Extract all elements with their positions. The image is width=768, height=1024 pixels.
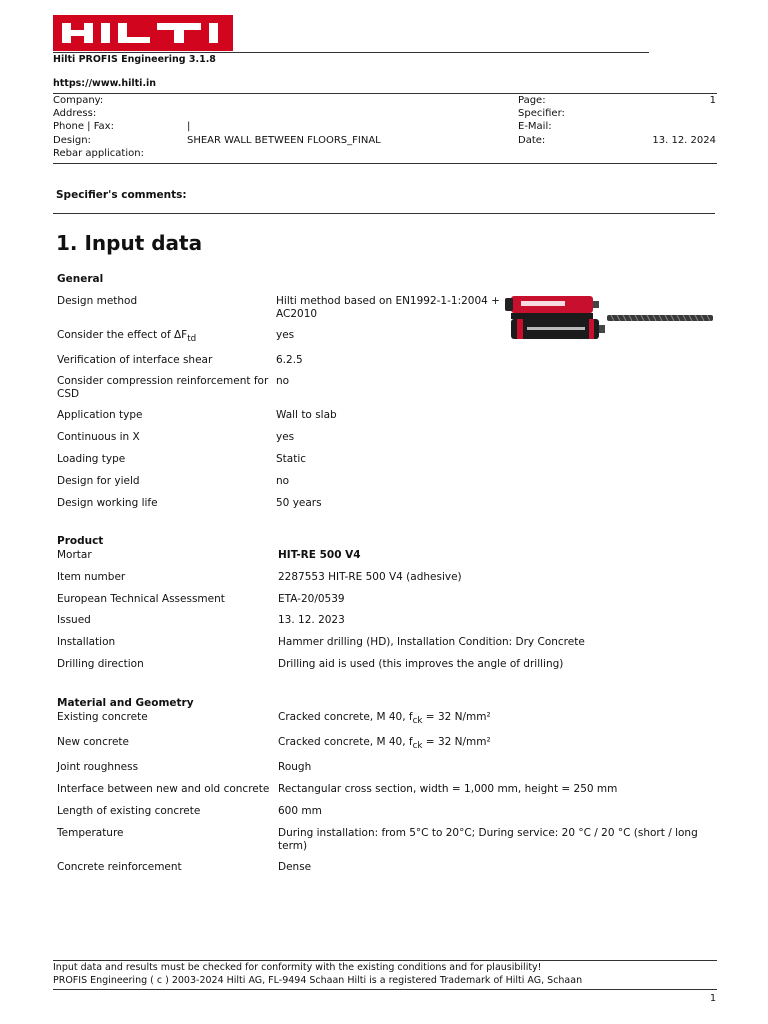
- row-label: Item number: [57, 571, 126, 583]
- row-label: Installation: [57, 636, 116, 648]
- page-value: 1: [709, 95, 716, 106]
- specifier-label: Specifier:: [518, 108, 565, 119]
- company-label: Company:: [53, 95, 104, 106]
- footer-divider-bottom: [53, 989, 717, 990]
- header-divider: [53, 52, 649, 53]
- row-label: Length of existing concrete: [57, 805, 201, 817]
- row-label: New concrete: [57, 736, 129, 748]
- row-label: Continuous in X: [57, 431, 140, 443]
- row-value: yes: [276, 431, 295, 443]
- footer-disclaimer: Input data and results must be checked for conformity with the existing conditions and for plausibility!: [53, 962, 542, 973]
- comments-divider: [53, 213, 715, 214]
- row-label: Loading type: [57, 453, 126, 465]
- section-title: 1. Input data: [56, 231, 203, 255]
- phone-label: Phone | Fax:: [53, 121, 114, 132]
- date-value: 13. 12. 2024: [652, 135, 716, 146]
- row-label: Application type: [57, 409, 143, 421]
- row-value: Rectangular cross section, width = 1,000 mm, height = 250 mm: [278, 783, 618, 795]
- value-subscript: ck: [412, 741, 423, 752]
- row-label: Joint roughness: [57, 761, 139, 773]
- row-value: Static: [276, 453, 307, 465]
- website-link[interactable]: https://www.hilti.in: [53, 78, 157, 89]
- date-label: Date:: [518, 135, 546, 146]
- row-label: Verification of interface shear: [57, 354, 213, 366]
- row-label: Design working life: [57, 497, 158, 509]
- adhesive-cartridge-and-rebar-icon: [497, 292, 717, 344]
- row-label: Issued: [57, 614, 91, 626]
- row-label: Design for yield: [57, 475, 140, 487]
- hilti-logo: [53, 15, 233, 51]
- row-label: Interface between new and old concrete: [57, 783, 270, 795]
- phone-value: |: [187, 121, 191, 132]
- footer-copyright: PROFIS Engineering ( c ) 2003-2024 Hilti AG, FL-9494 Schaan Hilti is a registered Trademark of Hilti AG, Schaan: [53, 975, 583, 986]
- row-value: 50 years: [276, 497, 322, 509]
- row-label: [57, 329, 272, 346]
- value-text-end: = 32 N/mm²: [422, 711, 491, 723]
- row-value: ETA-20/0539: [278, 593, 345, 605]
- document-header-table: [53, 93, 717, 164]
- row-label: Concrete reinforcement: [57, 861, 182, 873]
- row-label: Consider compression reinforcement for CSD: [57, 375, 269, 400]
- row-value: Dense: [278, 861, 312, 873]
- row-value: 6.2.5: [276, 354, 303, 366]
- address-label: Address:: [53, 108, 97, 119]
- value-text: Cracked concrete, M 40, f: [278, 736, 413, 748]
- row-value: Drilling aid is used (this improves the angle of drilling): [278, 658, 564, 670]
- row-label: Mortar: [57, 549, 92, 561]
- row-value: During installation: from 5°C to 20°C; During service: 20 °C / 20 °C (short / long term): [278, 827, 698, 852]
- row-value: no: [276, 375, 290, 387]
- design-label: Design:: [53, 135, 91, 146]
- row-label: Existing concrete: [57, 711, 148, 723]
- row-value: [278, 711, 491, 728]
- product-heading: Product: [57, 535, 104, 547]
- row-value: Wall to slab: [276, 409, 337, 421]
- row-value: [278, 736, 491, 753]
- row-value: 600 mm: [278, 805, 322, 817]
- row-value: 2287553 HIT-RE 500 V4 (adhesive): [278, 571, 462, 583]
- row-label-text: Consider the effect of ΔF: [57, 329, 188, 341]
- footer-divider-top: [53, 960, 717, 961]
- app-name: Hilti PROFIS Engineering 3.1.8: [53, 54, 216, 65]
- rebar-application-label: Rebar application:: [53, 148, 144, 159]
- value-subscript: ck: [412, 716, 423, 727]
- row-value: Rough: [278, 761, 312, 773]
- hilti-logo-mark: [53, 15, 233, 51]
- row-value: Hammer drilling (HD), Installation Condition: Dry Concrete: [278, 636, 585, 648]
- material-geometry-heading: Material and Geometry: [57, 697, 194, 709]
- row-label-subscript: td: [187, 334, 197, 345]
- row-value: 13. 12. 2023: [278, 614, 345, 626]
- specifier-comments-label: Specifier's comments:: [56, 189, 187, 201]
- row-value: Hilti method based on EN1992-1-1:2004 + AC2010: [276, 295, 500, 320]
- row-value: yes: [276, 329, 295, 341]
- design-value: SHEAR WALL BETWEEN FLOORS_FINAL: [187, 135, 381, 146]
- value-text-end: = 32 N/mm²: [422, 736, 491, 748]
- row-label: Drilling direction: [57, 658, 144, 670]
- page-label: Page:: [518, 95, 546, 106]
- row-value: no: [276, 475, 290, 487]
- value-text: Cracked concrete, M 40, f: [278, 711, 413, 723]
- row-label: European Technical Assessment: [57, 593, 225, 605]
- footer-page-number: 1: [709, 993, 716, 1004]
- row-label: Temperature: [57, 827, 124, 839]
- row-label: Design method: [57, 295, 138, 307]
- general-heading: General: [57, 273, 104, 285]
- mortar-value: HIT-RE 500 V4: [278, 549, 361, 561]
- email-label: E-Mail:: [518, 121, 552, 132]
